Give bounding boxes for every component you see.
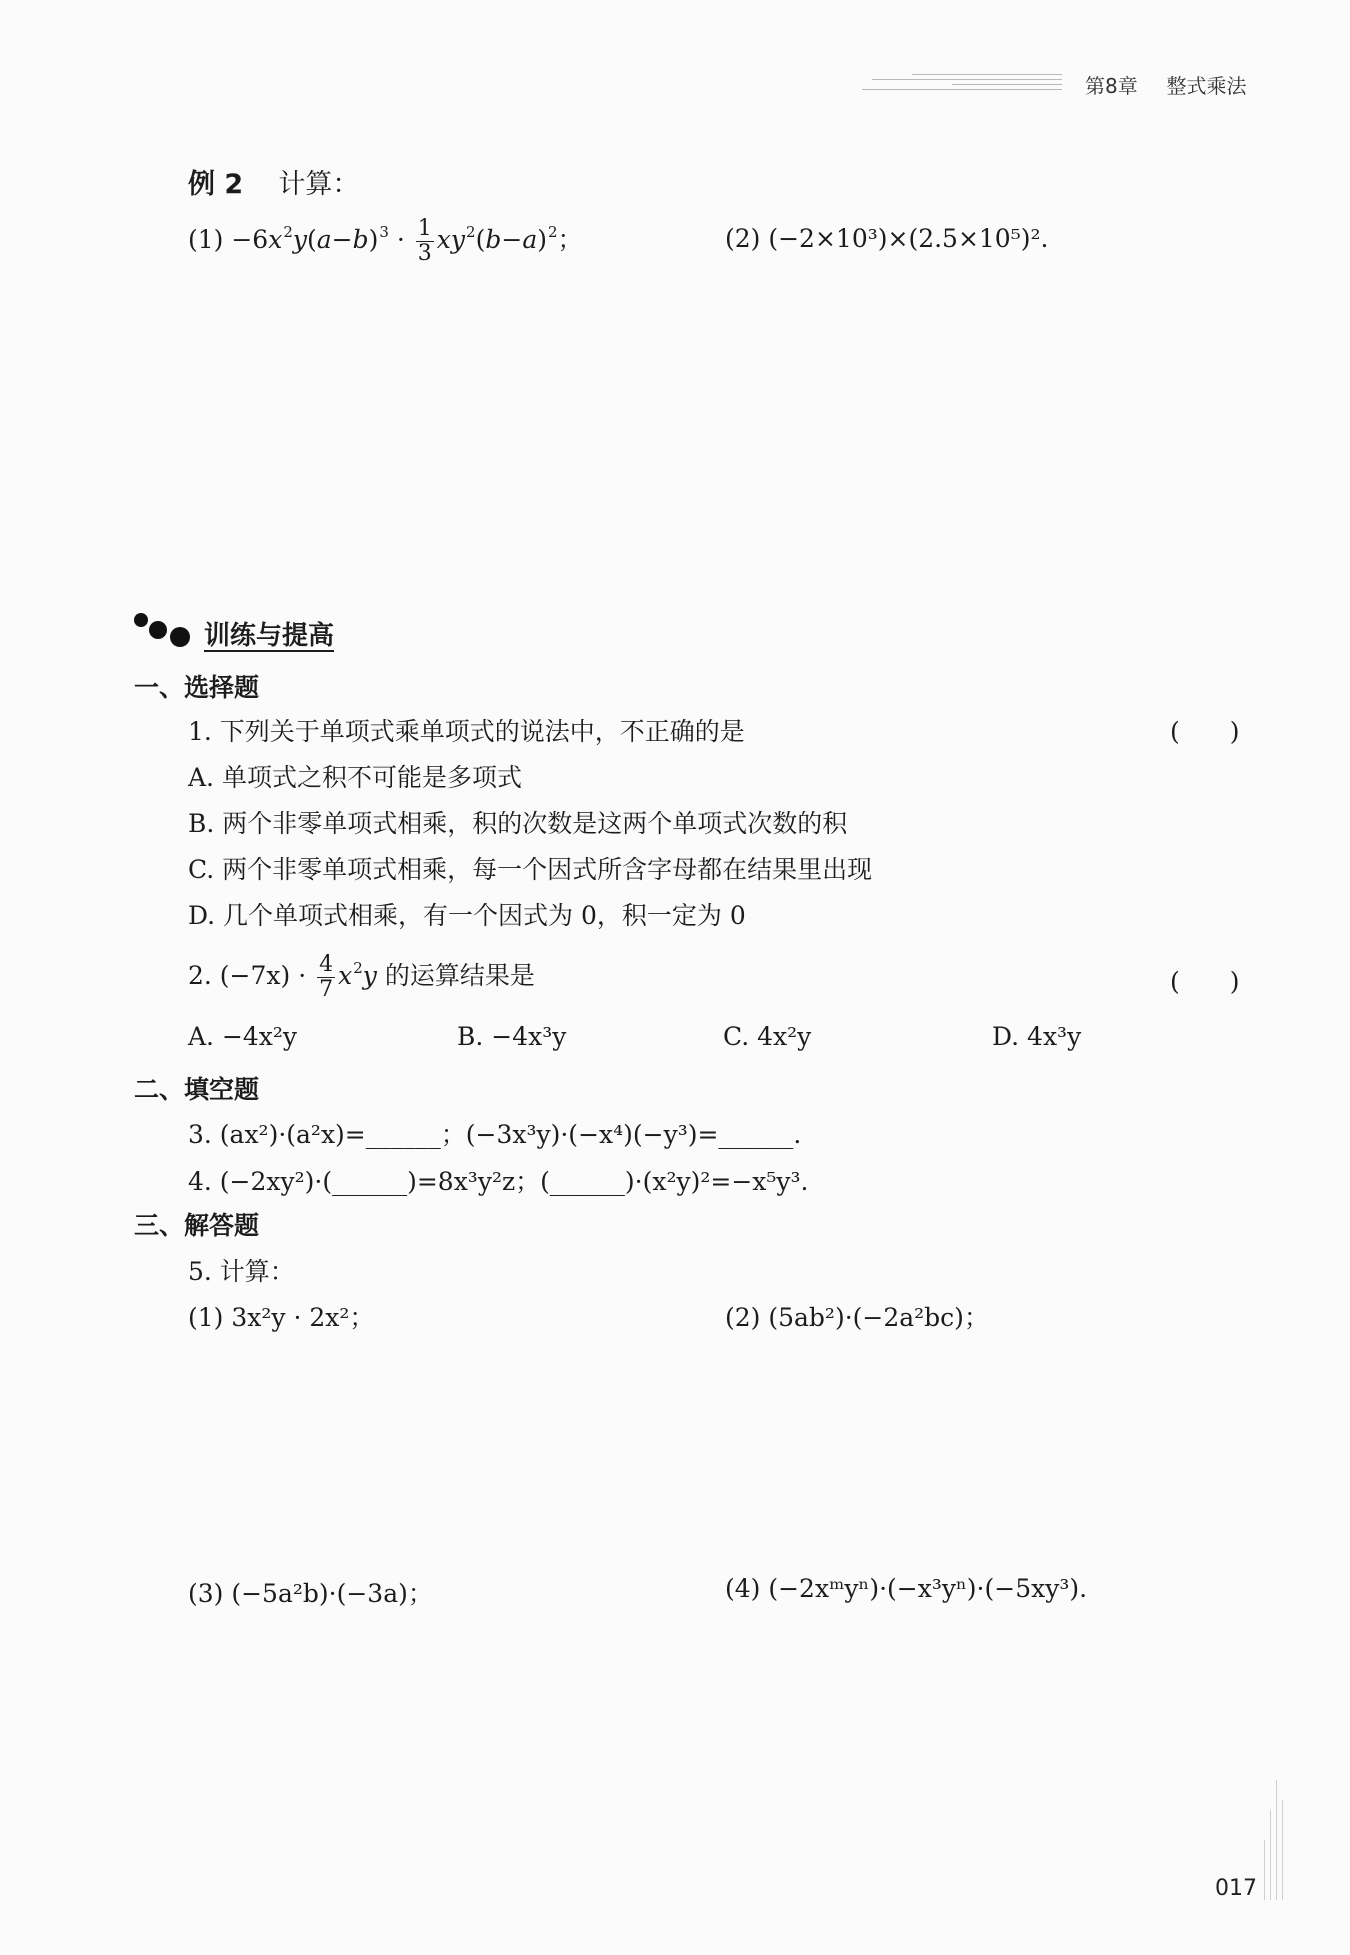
- page-number: 017: [1215, 1876, 1257, 1901]
- q2-stem-suffix: 的运算结果是: [384, 961, 535, 990]
- q2-option-a: A. −4x²y: [188, 1022, 298, 1051]
- section-title: 训练与提高: [204, 621, 335, 651]
- fraction-denominator: 3: [417, 241, 432, 266]
- q4: 4. (−2xy²)·(______)=8x³y²z；(______)·(x²y)²=−x⁵y³.: [188, 1167, 809, 1196]
- fraction-one-third: [416, 217, 434, 266]
- header-title: 整式乘法: [1166, 74, 1247, 98]
- running-header: [1085, 70, 1246, 99]
- q1-option-b: B. 两个非零单项式相乘，积的次数是这两个单项式次数的积: [188, 809, 848, 838]
- q2-stem-prefix: 2. (−7x) ·: [188, 961, 315, 990]
- q2-option-c: C. 4x²y: [723, 1022, 812, 1051]
- fraction-four-sevenths: [317, 953, 335, 1002]
- fraction-denominator: 7: [319, 977, 334, 1002]
- part1-prefix: (1) −6: [188, 225, 269, 254]
- edge-bars-decoration: [1262, 1780, 1292, 1900]
- q2-option-b: B. −4x³y: [457, 1022, 567, 1051]
- q5-sub-1: (1) 3x²y · 2x²；: [188, 1303, 375, 1332]
- header-chapter: 第8章: [1085, 74, 1138, 98]
- q5-sub-3: (3) (−5a²b)·(−3a)；: [188, 1579, 433, 1608]
- q5-sub-2: (2) (5ab²)·(−2a²bc)；: [725, 1303, 989, 1332]
- part-two-title: 二、填空题: [134, 1075, 260, 1104]
- q2-option-d: D. 4x³y: [992, 1022, 1082, 1051]
- q3: 3. (ax²)·(a²x)=______；(−3x³y)·(−x⁴)(−y³)=______.: [188, 1120, 802, 1149]
- q5-sub-4: (4) (−2xᵐyⁿ)·(−x³yⁿ)·(−5xy³).: [725, 1574, 1088, 1603]
- bullet-dots-icon: [130, 608, 198, 652]
- example-2-part-1: $(1) -6x^2y(a-b)^3$ · $\frac{1}{3}$ $xy^2(b-a)^2$；: [188, 216, 583, 266]
- header-rule-decoration: [862, 72, 1062, 96]
- example-2-part-2: (2) (−2×10³)×(2.5×10⁵)².: [725, 224, 1049, 253]
- q1-option-a: A. 单项式之积不可能是多项式: [188, 763, 522, 792]
- q1-answer-paren: ( ): [1170, 717, 1240, 746]
- part-three-title: 三、解答题: [134, 1211, 260, 1240]
- q2-stem: 2. (−7x) · $\frac{4}{7}$ $x^2y$ 的运算结果是: [188, 952, 535, 1002]
- q1-option-d: D. 几个单项式相乘，有一个因式为 0，积一定为 0: [188, 901, 746, 930]
- q1-option-c: C. 两个非零单项式相乘，每一个因式所含字母都在结果里出现: [188, 855, 873, 884]
- example-label: 例 2: [188, 169, 244, 200]
- q1-stem: 1. 下列关于单项式乘单项式的说法中，不正确的是: [188, 717, 745, 746]
- example-instruction: 计算：: [278, 169, 360, 200]
- part-one-title: 一、选择题: [134, 673, 260, 702]
- fraction-numerator: 4: [319, 952, 334, 977]
- example-2-heading: [188, 162, 359, 201]
- q2-answer-paren: ( ): [1170, 967, 1240, 996]
- fraction-numerator: 1: [417, 216, 432, 241]
- q5-stem: 5. 计算：: [188, 1257, 295, 1286]
